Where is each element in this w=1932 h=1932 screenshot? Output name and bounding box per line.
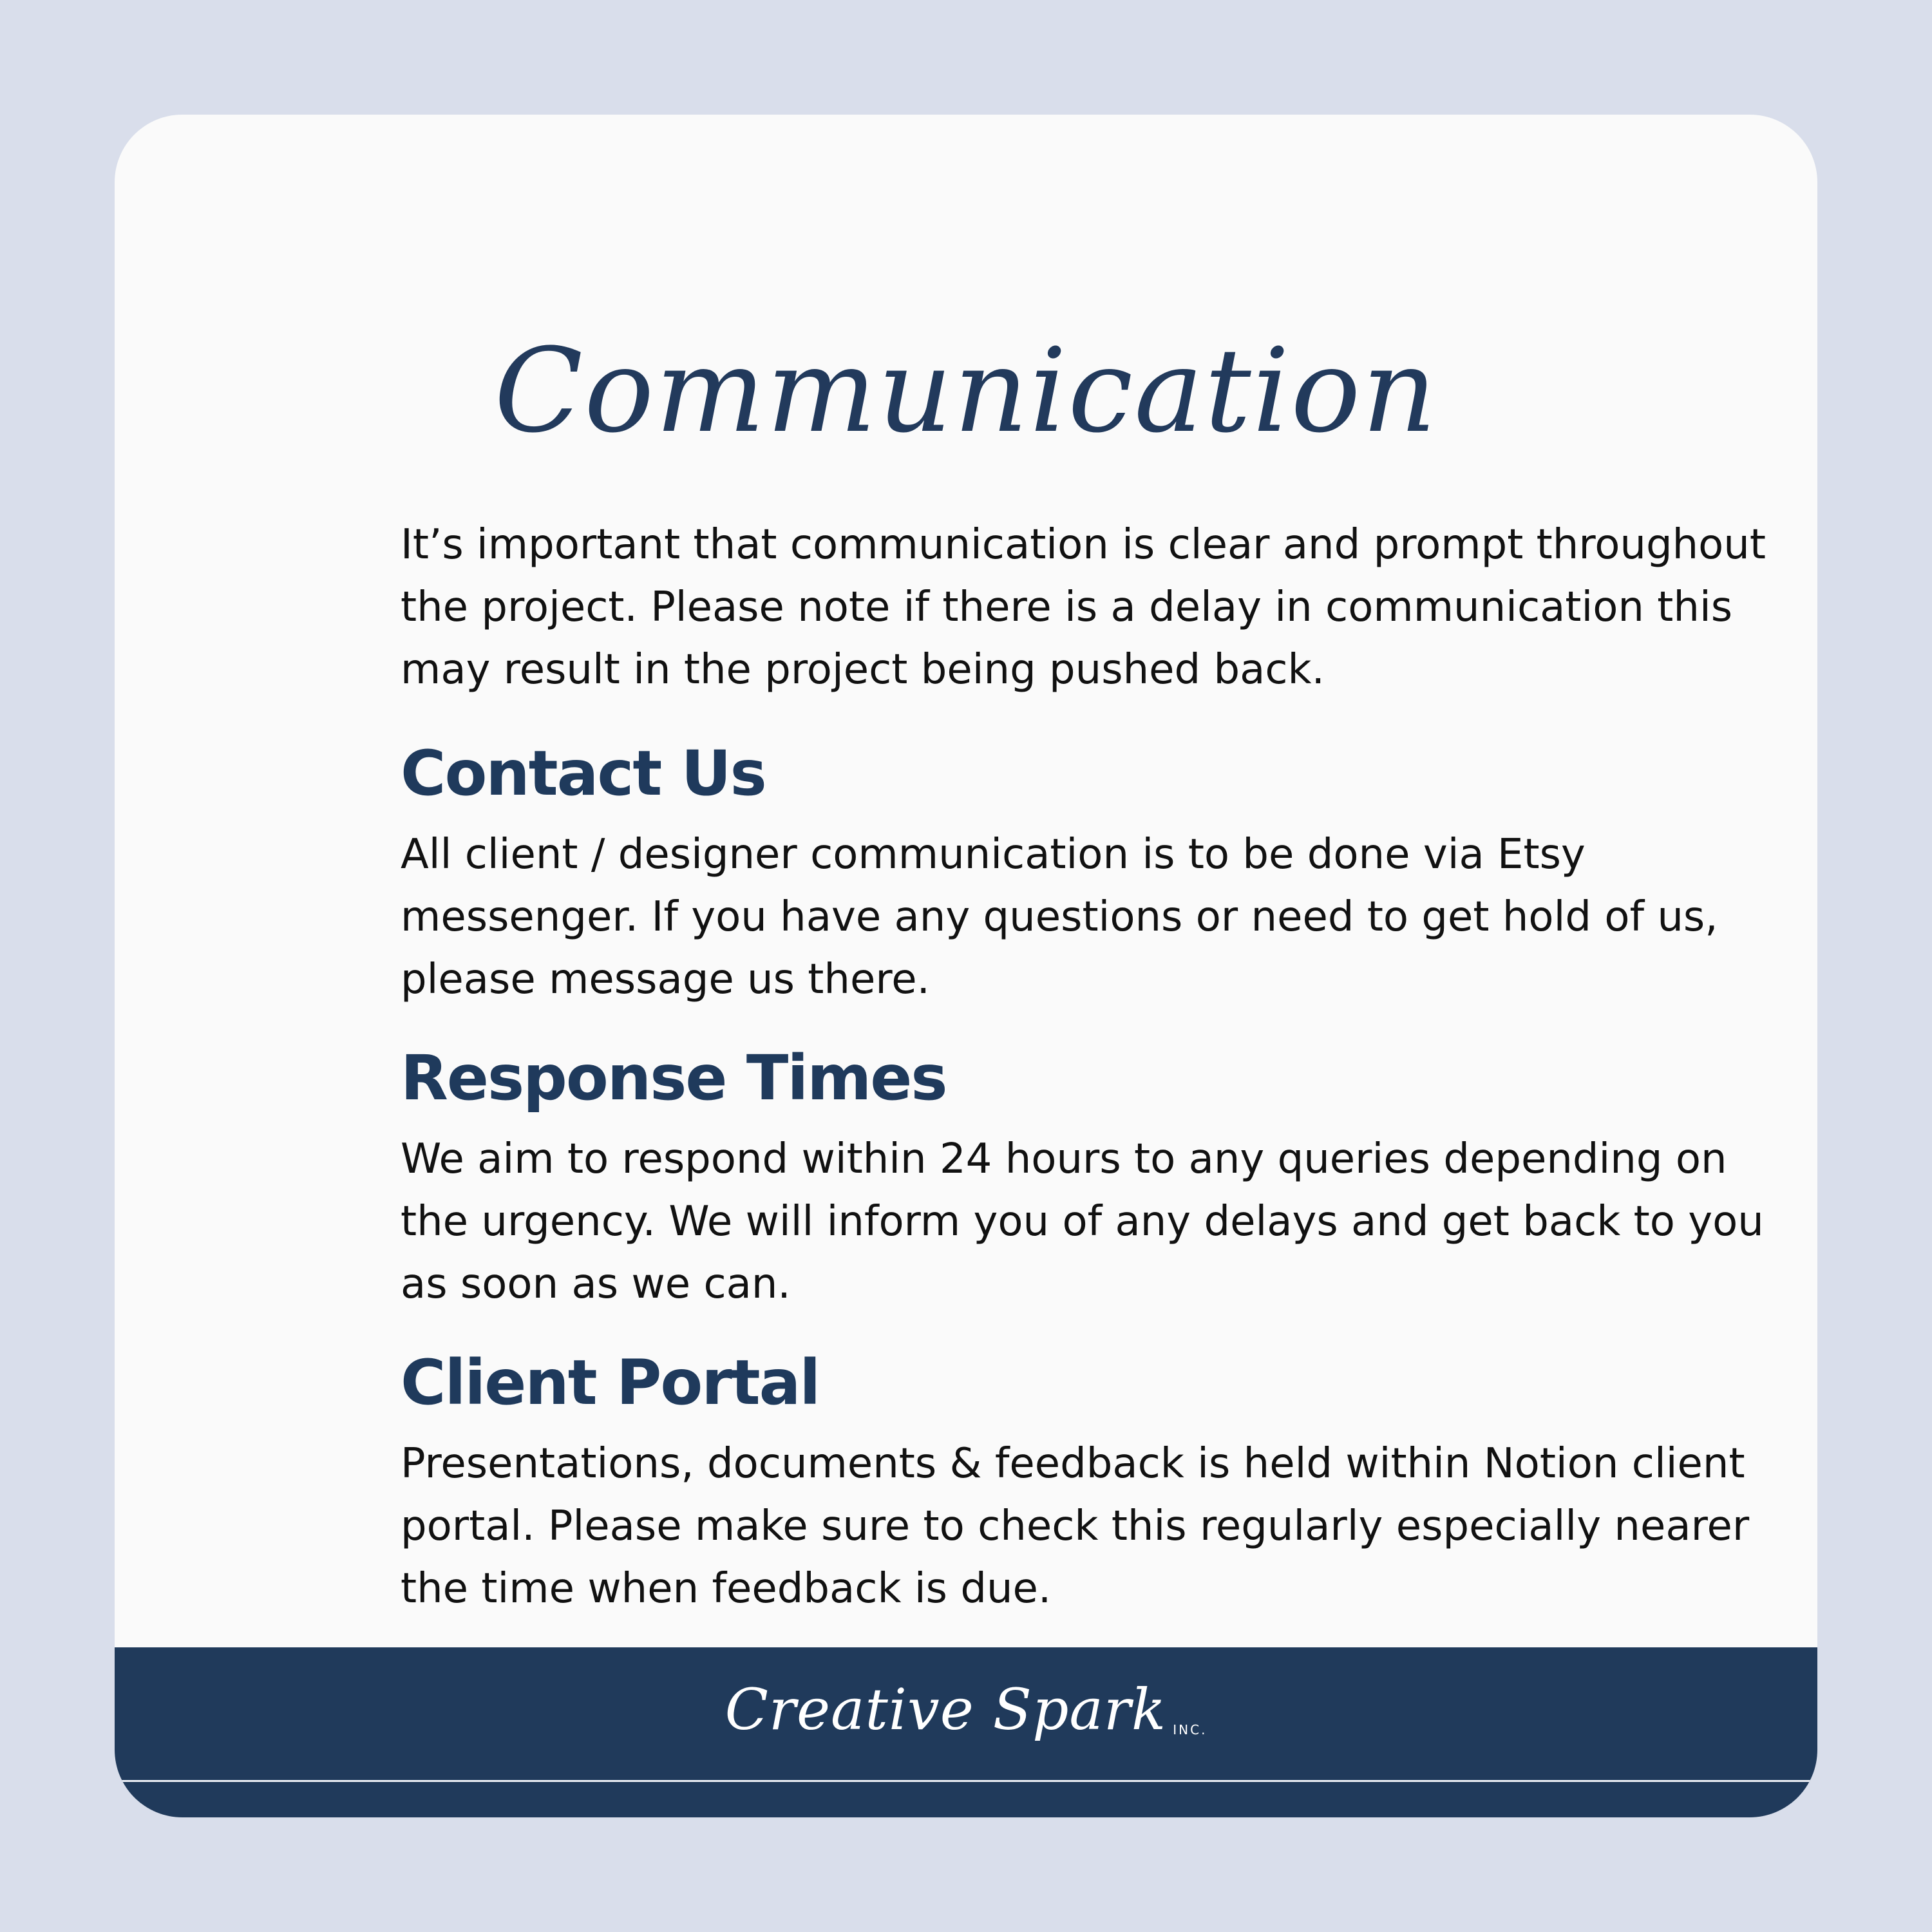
section-heading-contact-us: Contact Us xyxy=(401,737,766,810)
section-body-response-times: We aim to respond within 24 hours to any queries depending on the urgency. We will inform you of any delays and get back to you as soon as we can. xyxy=(401,1135,1764,1308)
footer-band xyxy=(115,1647,1817,1817)
intro-paragraph: It’s important that communication is clear and prompt throughout the project. Please note if there is a delay in communication this may result in the project being pushed back. xyxy=(401,521,1766,694)
section-heading-client-portal: Client Portal xyxy=(401,1347,820,1419)
page-title: Communication xyxy=(494,324,1438,459)
communication-card xyxy=(115,115,1817,1817)
section-heading-response-times: Response Times xyxy=(401,1042,947,1114)
brand-logo xyxy=(115,1674,1817,1745)
section-body-client-portal: Presentations, documents & feedback is held within Notion client portal. Please make sure to check this regularly especially nearer the time when feedback is due. xyxy=(401,1440,1750,1613)
section-body-contact-us: All client / designer communication is to be done via Etsy messenger. If you have any questions or need to get hold of us, please message us there. xyxy=(401,831,1718,1003)
brand-name: Creative Spark xyxy=(724,1676,1167,1743)
footer-divider xyxy=(115,1780,1817,1782)
content-area xyxy=(401,514,1798,1649)
brand-suffix: INC. xyxy=(1173,1722,1208,1738)
